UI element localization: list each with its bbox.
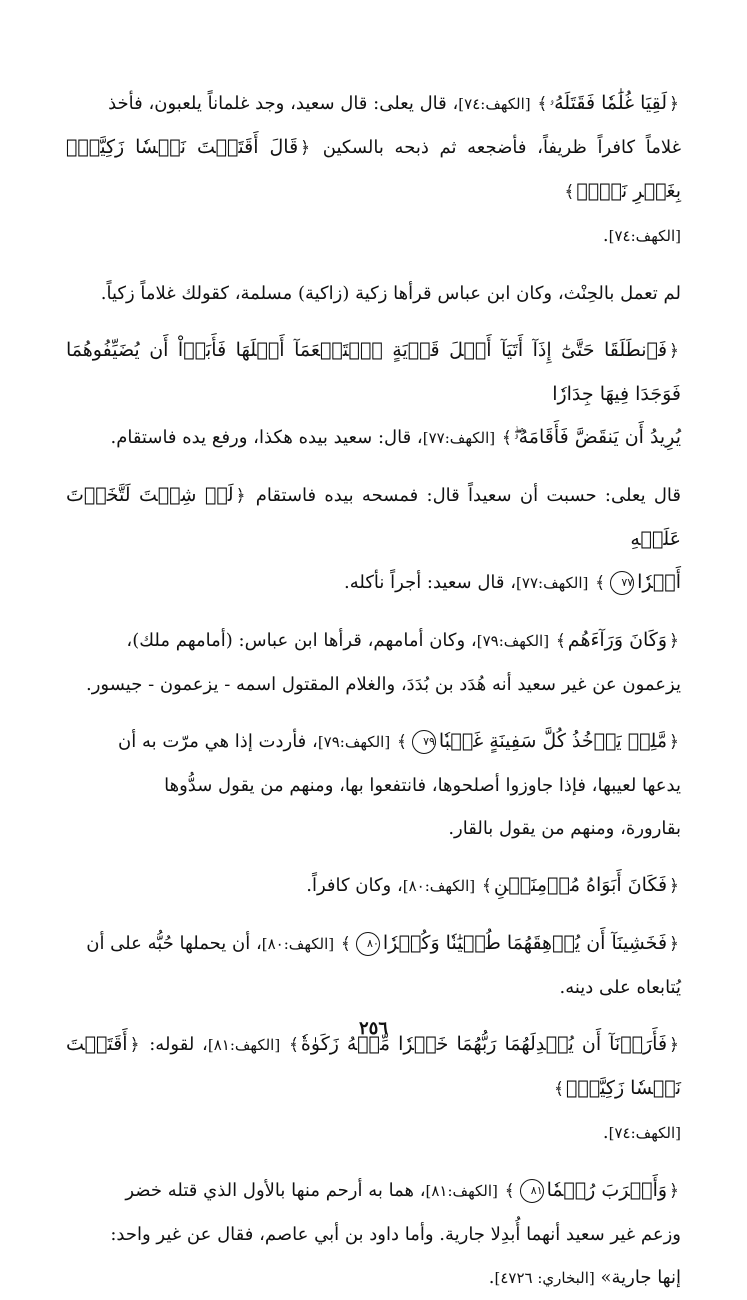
citation-ref: [الكهف:٧٩] — [317, 733, 395, 751]
paragraph — [66, 1023, 681, 1155]
page-number: ٢٥٦ — [358, 1018, 388, 1039]
citation-ref: [الكهف:٧٩] — [476, 632, 554, 650]
text-line — [66, 807, 681, 850]
citation-ref: [الكهف:٧٤] — [458, 95, 536, 113]
quran-verse: يُرِيدُ أَن يَنقَضَّ فَأَقَامَهُۥۖ — [513, 426, 681, 448]
citation-ref: [الكهف:٧٤] — [608, 227, 681, 245]
body-text: قال يعلى: حسبت أن سعيداً قال: فمسحه بيده فاستقام — [247, 485, 682, 506]
text-line — [66, 561, 681, 605]
body-text: ، أن يحملها حُبُّه على أن — [86, 933, 262, 954]
quran-verse: فَخَشِينَآ أَن يُرۡهِقَهُمَا طُغۡيَٰنٗا وَكُفۡرٗا — [382, 932, 668, 954]
text-line — [66, 864, 681, 908]
quran-verse: قَالَ أَقَتَلۡتَ نَفۡسٗا زَكِيَّةَۢ بِغَيۡرِ نَفۡسٖ — [66, 136, 681, 202]
body-text: ، قال سعيد: أجراً نأكله. — [344, 572, 517, 593]
text-line — [66, 922, 681, 966]
citation-ref: [الكهف:٨١] — [207, 1036, 287, 1054]
quran-verse: وَكَانَ وَرَآءَهُم — [567, 629, 668, 651]
body-text: ، وكان كافراً. — [306, 875, 403, 896]
body-text: يدعها لعيبها، فإذا جاوزوا أصلحوها، فانتفعوا بها، ومنهم من يقول سدُّوها — [164, 775, 681, 796]
quran-verse: فَأَرَدۡنَآ أَن يُبۡدِلَهُمَا رَبُّهُمَا خَيۡرٗا مِّنۡهُ زَكَوٰةٗ — [300, 1033, 668, 1055]
text-line — [66, 619, 681, 663]
text-line — [66, 764, 681, 807]
paragraph — [66, 1169, 681, 1300]
text-line — [66, 663, 681, 706]
body-text: يُتابعاه على دينه. — [559, 977, 681, 998]
verse-bracket: ﴾ — [481, 876, 492, 896]
text-line — [66, 474, 681, 561]
quran-verse: مَّلِكٞ يَأۡخُذُ كُلَّ سَفِينَةٍ غَصۡبٗا — [438, 730, 668, 752]
verse-bracket: ﴿ — [669, 934, 679, 954]
citation-ref: [الكهف:٨٠] — [402, 877, 480, 895]
body-text: يزعمون عن غير سعيد أنه هُدَد بن بُدَدَ، والغلام المقتول اسمه - يزعمون - جيسور. — [86, 674, 681, 695]
paragraph — [66, 720, 681, 850]
verse-bracket: ﴿ — [129, 1035, 140, 1055]
text-line — [66, 82, 681, 126]
body-text: بقارورة، ومنهم من يقول بالقار. — [448, 818, 681, 839]
citation-ref: [البخاري: ٤٧٢٦] — [494, 1269, 595, 1287]
verse-bracket: ﴿ — [669, 876, 679, 896]
body-text: غلاماً كافراً ظريفاً، فأضجعه ثم ذبحه بالسكين — [312, 137, 681, 158]
citation-ref: [الكهف:٧٧] — [422, 429, 500, 447]
paragraph — [66, 329, 681, 460]
body-text: ، هما به أرحم منها بالأول الذي قتله خضر — [125, 1180, 426, 1201]
citation-ref: [الكهف:٧٤] — [608, 1124, 681, 1142]
verse-bracket: ﴿ — [235, 486, 246, 506]
citation-ref: [الكهف:٨١] — [425, 1182, 503, 1200]
citation-ref: [الكهف:٨٠] — [261, 935, 339, 953]
verse-bracket: ﴿ — [669, 631, 679, 651]
text-line — [66, 329, 681, 416]
paragraph — [66, 922, 681, 1009]
paragraph — [66, 272, 681, 315]
quran-verse: لَوۡ شِئۡتَ لَتَّخَذۡتَ عَلَيۡهِ — [66, 484, 681, 550]
quran-verse: لَقِيَا غُلَٰمٗا فَقَتَلَهُۥ — [549, 92, 668, 114]
body-text: لم تعمل بالحِنْث، وكان ابن عباس قرأها زكية (زاكية) مسلمة، كقولك غلاماً زكياً. — [100, 283, 681, 304]
text-line — [66, 126, 681, 214]
paragraph — [66, 82, 681, 258]
verse-bracket: ﴾ — [554, 1079, 564, 1099]
verse-bracket: ﴾ — [504, 1181, 515, 1201]
text-line — [66, 1111, 681, 1155]
verse-bracket: ﴾ — [501, 428, 512, 448]
verse-bracket: ﴿ — [669, 1181, 679, 1201]
verse-bracket: ﴿ — [669, 1035, 680, 1055]
verse-number-marker: ٧٧ — [610, 571, 634, 595]
verse-bracket: ﴿ — [669, 732, 679, 752]
text-line — [66, 1169, 681, 1213]
verse-bracket: ﴾ — [537, 94, 548, 114]
verse-number-marker: ٨١ — [520, 1179, 544, 1203]
text-line — [66, 416, 681, 460]
verse-bracket: ﴿ — [669, 94, 679, 114]
quran-verse: أَقَتَلۡتَ نَفۡسٗا زَكِيَّةَۢ — [66, 1033, 681, 1099]
text-line — [66, 272, 681, 315]
verse-bracket: ﴾ — [288, 1035, 299, 1055]
verse-bracket: ﴿ — [669, 341, 679, 361]
verse-bracket: ﴾ — [595, 573, 606, 593]
text-line — [66, 1256, 681, 1300]
verse-number-marker: ٨٠ — [356, 932, 380, 956]
body-text: وزعم غير سعيد أنهما أُبدِلا جارية. وأما داود بن أبي عاصم، فقال عن غير واحد: — [110, 1224, 681, 1245]
quran-verse: فَٱنطَلَقَا حَتَّىٰٓ إِذَآ أَتَيَآ أَهۡلَ قَرۡيَةٍ ٱسۡتَطۡعَمَآ أَهۡلَهَا فَأَبَوۡاْ أَن يُضَيِّفُوهُمَا فَوَجَدَا فِيهَا جِدَارٗا — [66, 339, 681, 405]
paragraph — [66, 864, 681, 908]
quran-verse: فَكَانَ أَبَوَاهُ مُؤۡمِنَيۡنِ — [493, 874, 668, 896]
text-line — [66, 1213, 681, 1256]
verse-bracket: ﴾ — [340, 934, 351, 954]
quran-verse: أَجۡرٗا — [637, 571, 681, 593]
body-text: . — [488, 1267, 495, 1288]
body-text: ، لقوله: — [141, 1034, 208, 1055]
body-text: ، وكان أمامهم، قرأها ابن عباس: (أمامهم ملك)، — [126, 630, 477, 651]
verse-number-marker: ٧٩ — [412, 730, 436, 754]
verse-bracket: ﴾ — [564, 182, 575, 202]
verse-bracket: ﴾ — [555, 631, 566, 651]
verse-bracket: ﴿ — [300, 138, 311, 158]
body-text: . — [602, 225, 609, 246]
citation-ref: [الكهف:٧٧] — [516, 574, 594, 592]
paragraph — [66, 619, 681, 706]
page-body — [66, 82, 681, 1300]
quran-verse: وَأَقۡرَبَ رُحۡمٗا — [546, 1179, 668, 1201]
text-line — [66, 720, 681, 764]
text-line — [66, 966, 681, 1009]
body-text: . — [602, 1122, 609, 1143]
body-text: ، قال يعلى: قال سعيد، وجد غلماناً يلعبون، فأخذ — [108, 93, 459, 114]
verse-bracket: ﴾ — [396, 732, 407, 752]
body-text: إنها جارية» — [594, 1267, 681, 1288]
text-line — [66, 214, 681, 258]
body-text: ، فأردت إذا هي مرّت به أن — [118, 731, 318, 752]
body-text: ، قال: سعيد بيده هكذا، ورفع يده فاستقام. — [110, 427, 423, 448]
paragraph — [66, 474, 681, 605]
